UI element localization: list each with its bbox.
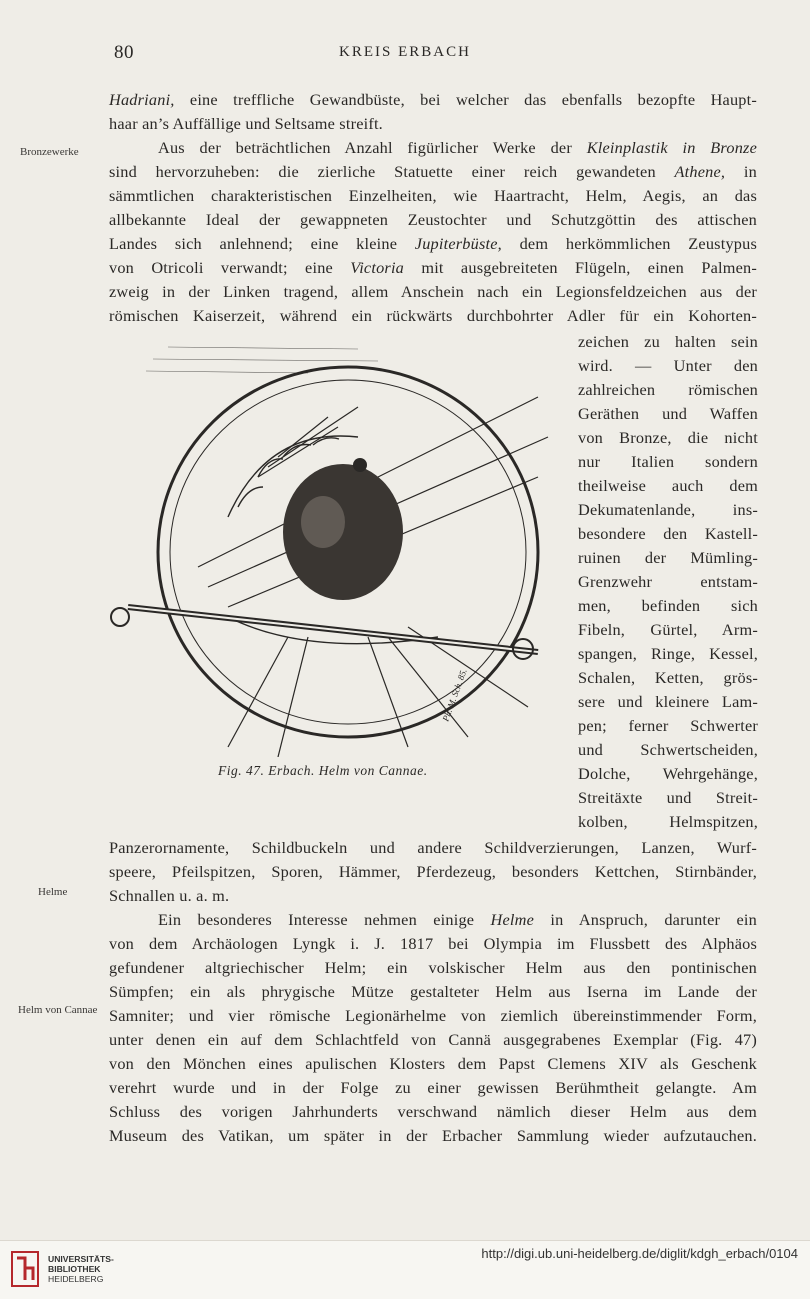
helmet-illustration	[108, 337, 558, 757]
library-line-2: BIBLIOTHEK	[48, 1264, 101, 1274]
text-line: unter denen ein auf dem Schlachtfeld von Cannä ausgegrabenes Exemplar (Fig. 47)	[109, 1030, 757, 1049]
text-line: haar an’s Auffällige und Seltsame streift.	[109, 114, 383, 133]
italic-phrase: Kleinplastik in Bronze	[586, 138, 757, 157]
library-line-1: UNIVERSITÄTS-	[48, 1254, 114, 1264]
text-line: verehrt wurde und in der Folge zu einer gewissen Berühmtheit gelangte. Am	[109, 1078, 757, 1097]
university-library-logo-icon	[10, 1250, 40, 1288]
page-number: 80	[114, 42, 134, 63]
text-line: sämmtlichen charakteristischen Einzelheiten, wie Haartracht, Helm, Aegis, an das	[109, 186, 757, 205]
text-line: Panzerornamente, Schildbuckeln und andere Schildverzierungen, Lanzen, Wurf-	[109, 838, 757, 857]
text-line: Grenzwehr entstam-	[578, 572, 758, 591]
text-line: Geräthen und Waffen	[578, 404, 758, 423]
text-line-part: Ein besonderes Interesse nehmen einige	[158, 910, 491, 929]
italic-phrase: Athene,	[674, 162, 726, 181]
text-line-part: in	[743, 162, 757, 181]
text-line: Schluss des vorigen Jahrhunderts verschwand nämlich dieser Helm aus dem	[109, 1102, 757, 1121]
text-line: ruinen der Mümling-	[578, 548, 758, 567]
library-line-3: HEIDELBERG	[48, 1274, 104, 1284]
text-line: Museum des Vatikan, um später in der Erbacher Sammlung wieder aufzutauchen.	[109, 1126, 757, 1145]
page-url[interactable]: http://digi.ub.uni-heidelberg.de/diglit/kdgh_erbach/0104	[481, 1246, 798, 1261]
text-line: sere und kleinere Lam-	[578, 692, 758, 711]
text-line: kolben, Helmspitzen,	[578, 812, 758, 831]
text-line: von dem Archäologen Lyngk i. J. 1817 bei Olympia im Flussbett des Alphäos	[109, 934, 757, 953]
italic-phrase: Hadriani,	[109, 90, 175, 109]
text-line: Streitäxte und Streit-	[578, 788, 758, 807]
text-line-spacer	[109, 812, 569, 836]
helmet-knob	[353, 458, 367, 472]
text-line	[109, 232, 757, 256]
text-line: zahlreichen römischen	[578, 380, 758, 399]
text-line	[109, 88, 757, 112]
italic-phrase: Helme	[490, 910, 535, 929]
text-line: wird. — Unter den	[578, 356, 758, 375]
text-line: zeichen zu halten sein	[578, 332, 758, 351]
text-line: zweig in der Linken tragend, allem Anschein nach ein Legionsfeldzeichen aus der	[109, 282, 757, 301]
text-line-part: dem herkömmlichen Zeustypus	[519, 234, 757, 253]
italic-phrase: Victoria	[350, 258, 405, 277]
text-line: und Schwertscheiden,	[578, 740, 758, 759]
figure-caption: Fig. 47. Erbach. Helm von Cannae.	[218, 763, 428, 778]
text-line: besondere den Kastell-	[578, 524, 758, 543]
text-line: Schnallen u. a. m.	[109, 886, 230, 905]
artist-signature: Ph. M. Sch. 85.	[440, 667, 469, 723]
text-line: Samniter; und vier römische Legionärhelme von ziemlich übereinstimmender Form,	[109, 1006, 757, 1025]
text-line: gefundener altgriechischer Helm; ein volskischer Helm aus den pontinischen	[109, 958, 757, 977]
text-line	[109, 256, 757, 280]
text-line: allbekannte Ideal der gewappneten Zeustochter und Schutzgöttin des attischen	[109, 210, 757, 229]
text-line: Fibeln, Gürtel, Arm-	[578, 620, 758, 639]
text-line-part: sind hervorzuheben: die zierliche Statuette einer reich gewandeten	[109, 162, 675, 181]
text-line: Dolche, Wehrgehänge,	[578, 764, 758, 783]
italic-phrase: Jupiterbüste,	[414, 234, 502, 253]
text-line: men, befinden sich	[578, 596, 758, 615]
text-line-part: mit ausgebreiteten Flügeln, einen Palmen-	[421, 258, 757, 277]
text-line-rest: eine treffliche Gewandbüste, bei welcher das ebenfalls bezopfte Haupt-	[189, 90, 757, 109]
text-line: theilweise auch dem	[578, 476, 758, 495]
text-line	[158, 136, 757, 160]
text-line: spangen, Ringe, Kessel,	[578, 644, 758, 663]
text-line-part: Landes sich anlehnend; eine kleine	[109, 234, 415, 253]
text-line: speere, Pfeilspitzen, Sporen, Hämmer, Pferdezeug, besonders Kettchen, Stirnbänder,	[109, 862, 757, 881]
text-line: Schalen, Ketten, grös-	[578, 668, 758, 687]
text-line: pen; ferner Schwerter	[578, 716, 758, 735]
text-line	[158, 908, 757, 932]
text-line: von Bronze, die nicht	[578, 428, 758, 447]
sword-pommel	[111, 608, 129, 626]
text-line-part: von Otricoli verwandt; eine	[109, 258, 351, 277]
text-line-part: in Anspruch, darunter ein	[550, 910, 757, 929]
text-line: römischen Kaiserzeit, während ein rückwärts durchbohrter Adler für ein Kohorten-	[109, 306, 757, 325]
text-line: Sümpfen; ein als phrygische Mütze gestalteter Helm aus Iserna im Lande der	[109, 982, 757, 1001]
text-line: nur Italien sondern	[578, 452, 758, 471]
margin-note-bronze: Bronzewerke	[20, 146, 79, 158]
text-line: von den Mönchen eines apulischen Klosters dem Papst Clemens XIV als Geschenk	[109, 1054, 757, 1073]
text-line: Dekumatenlande, ins-	[578, 500, 758, 519]
text-line-part: Aus der beträchtlichen Anzahl figürlicher Werke der	[158, 138, 587, 157]
margin-note-helme: Helme	[38, 886, 68, 898]
shield-hatching-lines	[146, 347, 378, 373]
library-name	[48, 1254, 114, 1284]
margin-note-helm-cannae: Helm von Cannae	[18, 1004, 98, 1016]
running-head: KREIS ERBACH	[339, 44, 471, 60]
text-line	[109, 160, 757, 184]
